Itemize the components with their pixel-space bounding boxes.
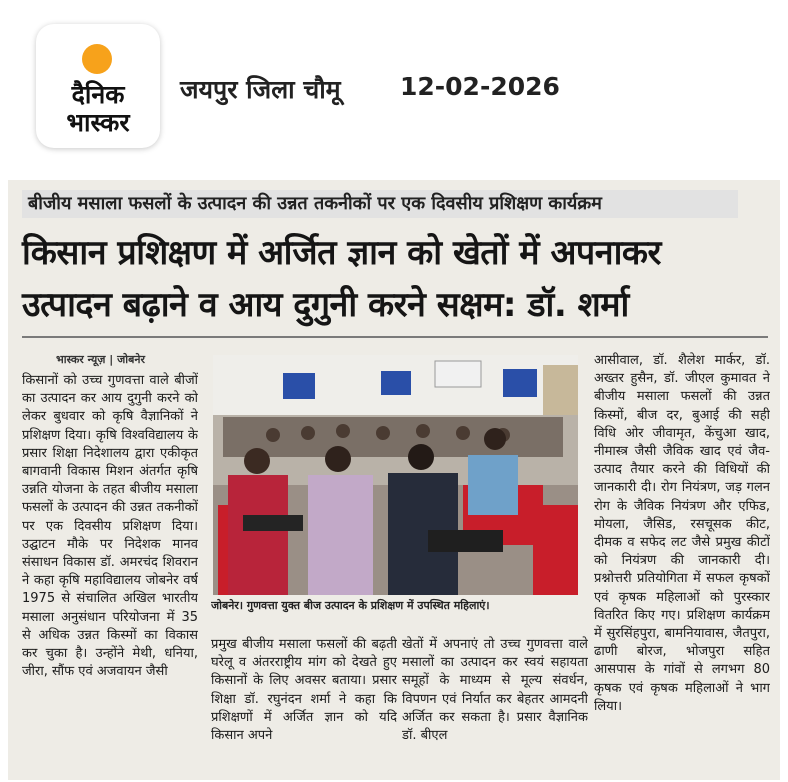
article-kicker: बीजीय मसाला फसलों के उत्पादन की उन्नत तकनीकों पर एक दिवसीय प्रशिक्षण कार्यक्रम — [22, 190, 738, 218]
article-column-4: आसीवाल, डॉ. शैलेश मार्कर, डॉ. अख्तर हुसैन, डॉ. जीएल कुमावत ने बीजीय मसाला फसलों की उन्नत किस्मों, बीज दर, बुआई की सही विधि ओर जीवामृत, केंचुआ खाद, नीमास्त्र जैसी जैविक खाद एवं जैव-उत्पाद तैयार करने की विधियों की जानकारी दी। रोग नियंत्रण, जड़ गलन रोग के जैविक नियंत्रण और एफिड, मोयला, जैसिड, रसचूसक कीट, दीमक व सफेद लट जैसे प्रमुख कीटों को नियंत्रण की जानकारी दी। प्रश्नोत्तरी प्रतियोगिता में सफल कृषकों एवं कृषक महिलाओं को पुरस्कार वितरित किए गए। प्रशिक्षण कार्यक्रम में सुरसिंहपुरा, बामनियावास, जैतपुरा, ढाणी बोरज, भोजपुरा सहित आसपास के गांवों से लगभग 80 कृषक एवं कृषक महिलाओं ने भाग लिया। — [594, 353, 770, 714]
headline-line2: उत्पादन बढ़ाने व आय दुगुनी करने सक्षम: डॉ. शर्मा — [22, 285, 629, 325]
headline-divider — [22, 336, 768, 338]
dainik-bhaskar-logo — [36, 24, 160, 148]
news-photo — [213, 355, 578, 595]
classroom-photo-illustration — [213, 355, 578, 595]
edition-place: जयपुर जिला चौमू — [180, 75, 341, 104]
sun-icon — [82, 44, 112, 74]
article-column-3: खेतों में अपनाएं तो उच्च गुणवत्ता वाले मसालों का उत्पादन कर स्वयं सहायता समूहों के माध्यम से मूल्य संवर्धन, विपणन एवं निर्यात कर बेहतर आमदनी अर्जित कर सकता है। प्रसार वैज्ञानिक डॉ. बीएल — [402, 637, 588, 744]
headline-line1: किसान प्रशिक्षण में अर्जित ज्ञान को खेतों में अपनाकर — [22, 233, 661, 273]
photo-caption: जोबनेर। गुणवत्ता युक्त बीज उत्पादन के प्रशिक्षण में उपस्थित महिलाएं। — [211, 599, 490, 612]
article-column-2: प्रमुख बीजीय मसाला फसलों की बढ़ती घरेलू व अंतरराष्ट्रीय मांग को देखते हुए किसानों के लिए अवसर बताया। प्रसार शिक्षा डॉ. रघुनंदन शर्मा ने कहा कि प्रशिक्षणों में अर्जित ज्ञान को यदि किसान अपने — [211, 637, 397, 744]
article-column-1: किसानों को उच्च गुणवत्ता वाले बीजों का उत्पादन कर आय दुगुनी करने को लेकर बुधवार को कृषि वैज्ञानिकों ने प्रशिक्षण दिया। कृषि विश्वविद्यालय के प्रसार शिक्षा निदेशालय द्वारा एकीकृत बागवानी विकास मिशन अंतर्गत कृषि उन्नति योजना के तहत बीजीय मसाला फसलों के उत्पादन की उन्नत तकनीकों पर एक दिवसीय प्रशिक्षण दिया। उद्घाटन मौके पर निदेशक मानव संसाधन विकास डॉ. अमरचंद शिवरान ने कहा कृषि महाविद्यालय जोबनेर वर्ष 1975 से संचालित अखिल भारतीय मसाला अनुसंधान परियोजना में 35 से अधिक उन्नत किस्मों का विकास कर चुका है। उन्होंने मेथी, धनिया, जीरा, सौंफ एवं अजवायन जैसी — [22, 373, 198, 680]
edition-date: 12-02-2026 — [400, 72, 560, 101]
byline: भास्कर न्यूज़ | जोबनेर — [56, 353, 145, 366]
logo-text-line2: भास्कर — [66, 108, 130, 137]
logo-text-line1: दैनिक — [71, 80, 125, 109]
